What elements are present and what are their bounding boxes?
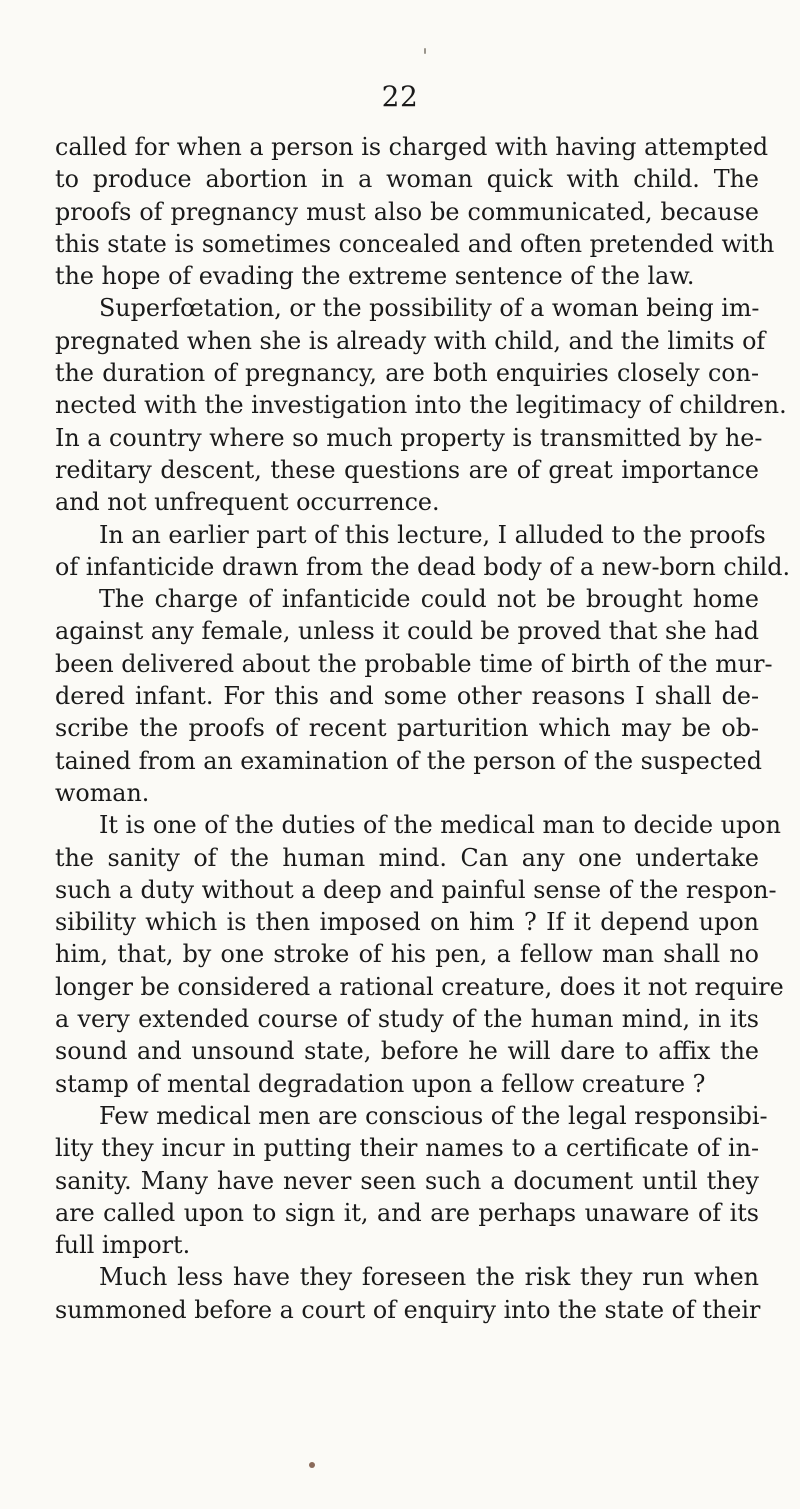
text-line: against any female, unless it could be proved that she had [55,617,759,646]
ink-speck [424,48,426,54]
text-line: lity they incur in putting their names to a certificate of in- [55,1134,759,1163]
text-line: nected with the investigation into the legitimacy of children. [55,391,787,420]
ink-speck [309,1462,315,1468]
text-line: him, that, by one stroke of his pen, a fellow man shall no [55,940,759,969]
text-line: sanity. Many have never seen such a document until they [55,1166,759,1195]
text-line: sibility which is then imposed on him ? If it depend upon [55,908,759,937]
text-line: longer be considered a rational creature, does it not require [55,972,784,1001]
body-text [55,131,791,1326]
text-line: pregnated when she is already with child, and the limits of [55,326,766,355]
text-line: In a country where so much property is transmitted by he- [55,423,763,452]
text-line: reditary descent, these questions are of great importance [55,455,759,484]
text-line: sound and unsound state, before he will dare to affix the [55,1037,759,1066]
text-line: stamp of mental degradation upon a fellow creature ? [55,1069,706,1098]
text-line: Much less have they foreseen the risk they run when [99,1263,759,1292]
text-line: In an earlier part of this lecture, I alluded to the proofs [99,520,766,549]
text-line: proofs of pregnancy must also be communicated, because [55,197,759,226]
text-line: and not unfrequent occurrence. [55,488,440,517]
text-line: woman. [55,778,150,807]
text-line: summoned before a court of enquiry into the state of their [55,1295,761,1324]
text-line: are called upon to sign it, and are perhaps unaware of its [55,1198,759,1227]
page-number: 22 [381,80,419,113]
text-line: the duration of pregnancy, are both enquiries closely con- [55,359,759,388]
text-line: The charge of infanticide could not be brought home [99,585,759,614]
text-line: Few medical men are conscious of the legal responsibi- [99,1101,768,1130]
text-line: dered infant. For this and some other reasons I shall de- [55,682,759,711]
text-line: the sanity of the human mind. Can any one undertake [55,843,759,872]
text-line: the hope of evading the extreme sentence of the law. [55,262,695,291]
text-line: tained from an examination of the person of the suspected [55,746,762,775]
text-line: been delivered about the probable time of birth of the mur- [55,649,773,678]
text-line: Superfœtation, or the possibility of a woman being im- [99,294,760,323]
text-line: to produce abortion in a woman quick with child. The [55,165,759,194]
text-line: such a duty without a deep and painful sense of the respon- [55,875,777,904]
text-line: full import. [55,1231,191,1260]
text-line: this state is sometimes concealed and often pretended with [55,229,775,258]
text-line: called for when a person is charged with having attempted [55,133,769,161]
text-line: of infanticide drawn from the dead body of a new-born child. [55,552,791,581]
text-line: a very extended course of study of the human mind, in its [55,1005,759,1034]
text-line: It is one of the duties of the medical man to decide upon [99,811,781,840]
text-line: scribe the proofs of recent parturition which may be ob- [55,714,759,743]
